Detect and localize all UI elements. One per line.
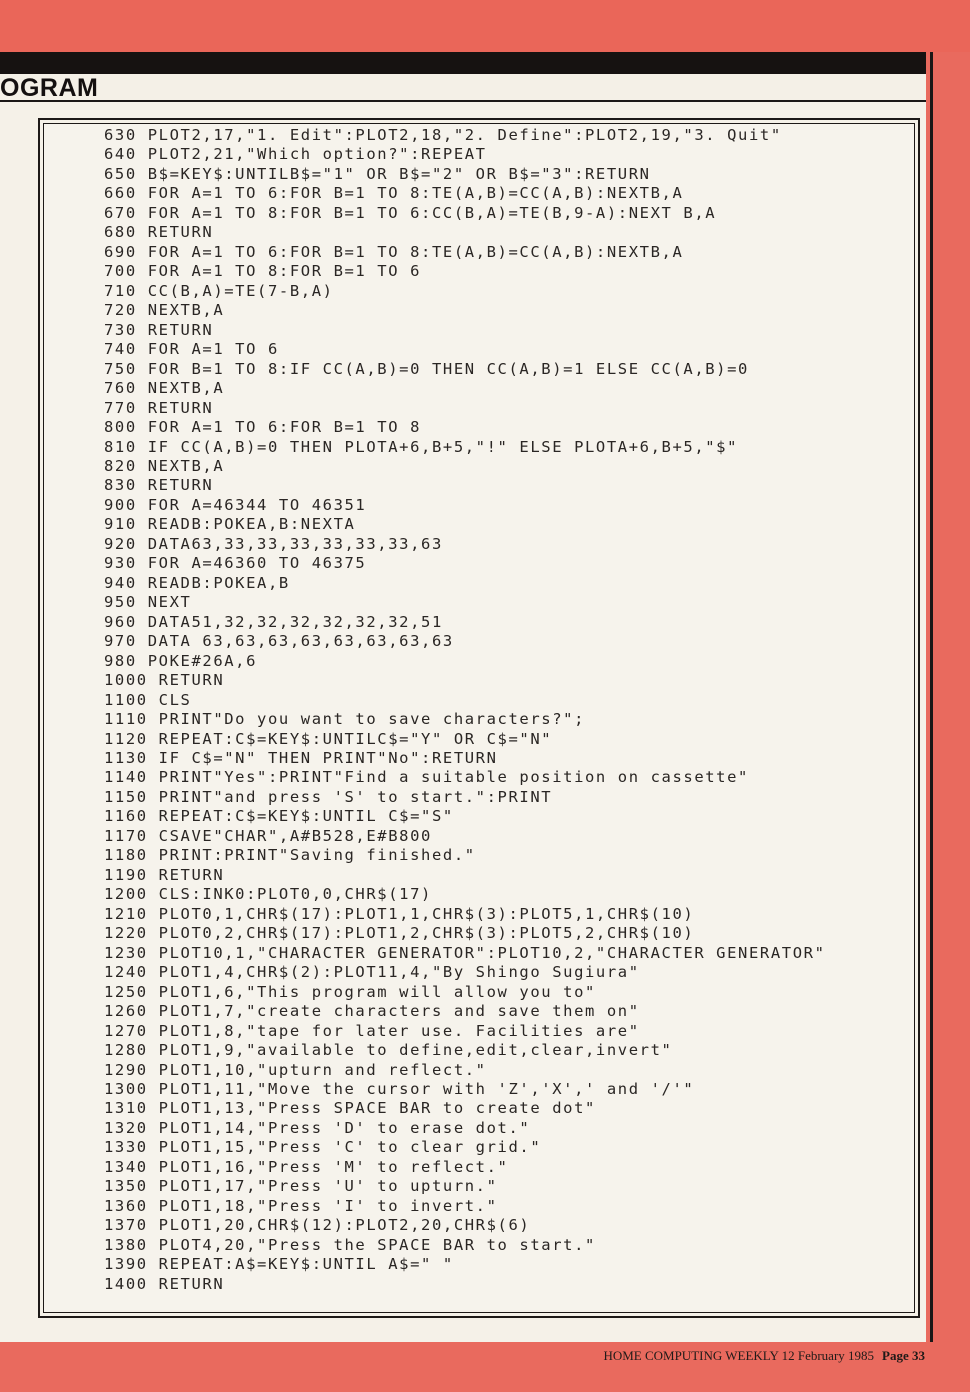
code-line: 650 B$=KEY$:UNTILB$="1" OR B$="2" OR B$="3":RETURN — [104, 164, 651, 183]
section-header — [0, 74, 926, 102]
code-line: 1330 PLOT1,15,"Press 'C' to clear grid." — [104, 1138, 542, 1157]
code-line: 1270 PLOT1,8,"tape for later use. Facilities are" — [104, 1021, 640, 1040]
code-line: 930 FOR A=46360 TO 46375 — [104, 554, 367, 573]
code-line: 680 RETURN — [104, 223, 214, 242]
code-line: 1190 RETURN — [104, 865, 225, 884]
code-line: 660 FOR A=1 TO 6:FOR B=1 TO 8:TE(A,B)=CC(A,B):NEXTB,A — [104, 184, 684, 203]
code-line: 950 NEXT — [104, 593, 192, 612]
code-line: 1300 PLOT1,11,"Move the cursor with 'Z','X',' and '/'" — [104, 1079, 695, 1098]
code-line: 1260 PLOT1,7,"create characters and save them on" — [104, 1002, 640, 1021]
code-line: 630 PLOT2,17,"1. Edit":PLOT2,18,"2. Define":PLOT2,19,"3. Quit" — [104, 126, 782, 144]
code-line: 670 FOR A=1 TO 8:FOR B=1 TO 6:CC(B,A)=TE(B,9-A):NEXT B,A — [104, 203, 717, 222]
code-line: 1250 PLOT1,6,"This program will allow you to" — [104, 982, 596, 1001]
code-line: 910 READB:POKEA,B:NEXTA — [104, 515, 356, 534]
code-line: 640 PLOT2,21,"Which option?":REPEAT — [104, 145, 487, 164]
code-line: 1200 CLS:INK0:PLOT0,0,CHR$(17) — [104, 885, 432, 904]
program-listing — [104, 126, 904, 1294]
code-line: 1110 PRINT"Do you want to save characters?"; — [104, 710, 585, 729]
code-line: 940 READB:POKEA,B — [104, 573, 290, 592]
code-line: 960 DATA51,32,32,32,32,32,32,51 — [104, 612, 443, 631]
code-line: 1240 PLOT1,4,CHR$(2):PLOT11,4,"By Shingo Sugiura" — [104, 963, 640, 982]
code-line: 1230 PLOT10,1,"CHARACTER GENERATOR":PLOT10,2,"CHARACTER GENERATOR" — [104, 943, 826, 962]
code-line: 1280 PLOT1,9,"available to define,edit,clear,invert" — [104, 1041, 673, 1060]
code-line: 1220 PLOT0,2,CHR$(17):PLOT1,2,CHR$(3):PLOT5,2,CHR$(10) — [104, 924, 695, 943]
header-bar — [0, 52, 926, 74]
code-line: 720 NEXTB,A — [104, 301, 225, 320]
code-line: 1170 CSAVE"CHAR",A#B528,E#B800 — [104, 826, 432, 845]
code-line: 970 DATA 63,63,63,63,63,63,63,63 — [104, 632, 454, 651]
code-line: 1390 REPEAT:A$=KEY$:UNTIL A$=" " — [104, 1255, 454, 1274]
code-line: 1180 PRINT:PRINT"Saving finished." — [104, 846, 476, 865]
code-line: 1140 PRINT"Yes":PRINT"Find a suitable position on cassette" — [104, 768, 749, 787]
code-line: 1160 REPEAT:C$=KEY$:UNTIL C$="S" — [104, 807, 454, 826]
page-number: Page 33 — [882, 1348, 925, 1363]
code-line: 1210 PLOT0,1,CHR$(17):PLOT1,1,CHR$(3):PLOT5,1,CHR$(10) — [104, 904, 695, 923]
code-line: 1350 PLOT1,17,"Press 'U' to upturn." — [104, 1177, 498, 1196]
page-footer — [480, 1348, 925, 1366]
code-line: 730 RETURN — [104, 320, 214, 339]
code-line: 1400 RETURN — [104, 1274, 225, 1293]
section-title: OGRAM — [0, 74, 99, 102]
code-line: 700 FOR A=1 TO 8:FOR B=1 TO 6 — [104, 262, 422, 281]
code-line: 760 NEXTB,A — [104, 379, 225, 398]
code-line: 800 FOR A=1 TO 6:FOR B=1 TO 8 — [104, 418, 422, 437]
code-line: 1290 PLOT1,10,"upturn and reflect." — [104, 1060, 487, 1079]
code-line: 1340 PLOT1,16,"Press 'M' to reflect." — [104, 1157, 509, 1176]
code-line: 1380 PLOT4,20,"Press the SPACE BAR to start." — [104, 1235, 596, 1254]
publication-info: HOME COMPUTING WEEKLY 12 February 1985 — [603, 1348, 875, 1363]
code-line: 1320 PLOT1,14,"Press 'D' to erase dot." — [104, 1118, 531, 1137]
code-line: 690 FOR A=1 TO 6:FOR B=1 TO 8:TE(A,B)=CC(A,B):NEXTB,A — [104, 242, 684, 261]
code-line: 1150 PRINT"and press 'S' to start.":PRINT — [104, 787, 553, 806]
code-line: 1120 REPEAT:C$=KEY$:UNTILC$="Y" OR C$="N" — [104, 729, 553, 748]
code-line: 1310 PLOT1,13,"Press SPACE BAR to create dot" — [104, 1099, 596, 1118]
code-line: 1360 PLOT1,18,"Press 'I' to invert." — [104, 1196, 498, 1215]
code-line: 1000 RETURN — [104, 671, 225, 690]
code-line: 820 NEXTB,A — [104, 456, 225, 475]
code-line: 920 DATA63,33,33,33,33,33,33,63 — [104, 534, 443, 553]
code-line: 900 FOR A=46344 TO 46351 — [104, 495, 367, 514]
right-rule — [930, 52, 933, 1342]
code-line: 810 IF CC(A,B)=0 THEN PLOTA+6,B+5,"!" ELSE PLOTA+6,B+5,"$" — [104, 437, 739, 456]
page-border-top — [0, 0, 970, 52]
code-line: 710 CC(B,A)=TE(7-B,A) — [104, 281, 334, 300]
code-line: 1100 CLS — [104, 690, 192, 709]
code-line: 770 RETURN — [104, 398, 214, 417]
code-line: 740 FOR A=1 TO 6 — [104, 340, 279, 359]
code-line: 1130 IF C$="N" THEN PRINT"No":RETURN — [104, 749, 498, 767]
code-line: 1370 PLOT1,20,CHR$(12):PLOT2,20,CHR$(6) — [104, 1216, 531, 1235]
code-line: 980 POKE#26A,6 — [104, 651, 258, 670]
code-line: 750 FOR B=1 TO 8:IF CC(A,B)=0 THEN CC(A,B)=1 ELSE CC(A,B)=0 — [104, 359, 749, 378]
code-line: 830 RETURN — [104, 476, 214, 495]
